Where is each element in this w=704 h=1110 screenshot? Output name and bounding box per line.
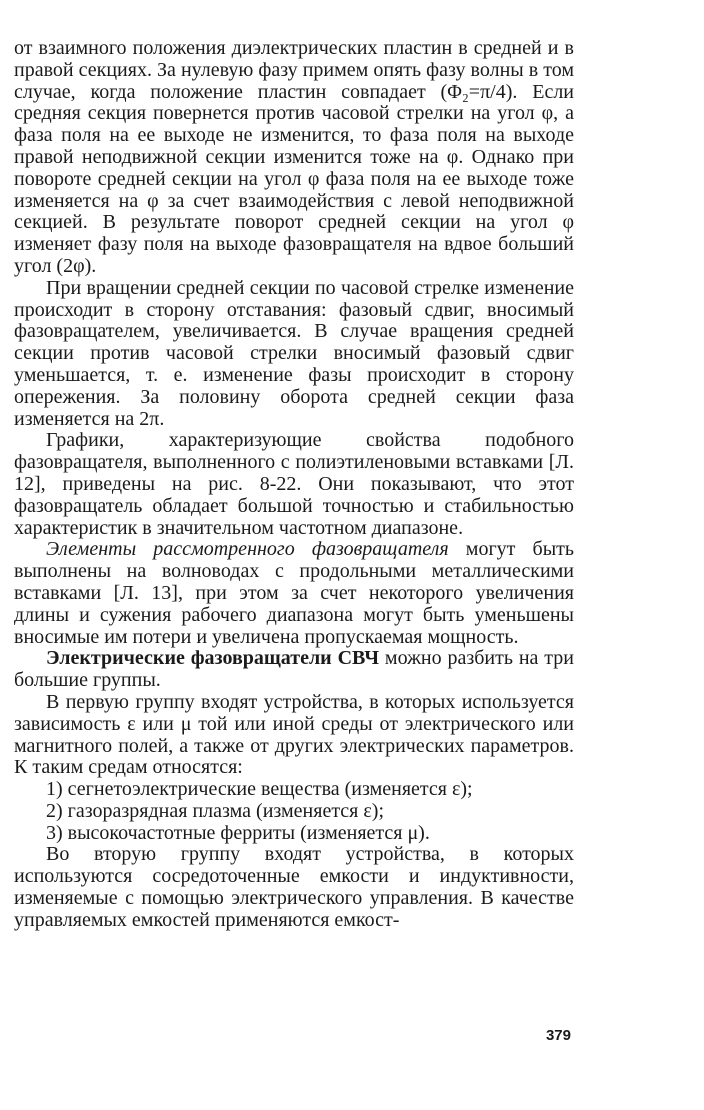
paragraph-2: При вращении средней секции по часовой стрелке изменение происходит в сторону отставания: фазовый сдвиг, вносимый фазовращателем, увеличивается. В случае вращения средней секции против часовой стрелки вносимый фазовый сдвиг уменьшается, т. е. изменение фазы происходит в сторону опережения. За половину оборота средней секции фаза изменяется на 2π. xyxy=(14,276,574,430)
paragraph-4 xyxy=(14,539,574,648)
paragraph-5 xyxy=(14,648,574,692)
paragraph-4-italic-lead: Элементы рассмотренного фазовращателя xyxy=(46,538,449,561)
list-item: 1) сегнетоэлектрические вещества (изменяется ε); xyxy=(46,778,473,801)
paragraph-1: от взаимного положения диэлектрических пластин в средней и в правой секциях. За нулевую фазу примем опять фазу волны в том случае, когда положение пластин совпадает (Φ₂=π/4). Если средняя секция повернется против часовой стрелки на угол φ, а фаза поля на ее выходе не изменится, то фаза поля на выходе правой неподвижной секции изменится тоже на φ. Однако при повороте средней секции на угол φ фаза поля на ее выходе тоже изменяется на φ за счет взаимодействия с левой неподвижной секцией. В результате поворот средней секции на угол φ изменяет фазу поля на выходе фазовращателя на вдвое больший угол (2φ). xyxy=(14,37,574,277)
paragraph-6: В первую группу входят устройства, в которых используется зависимость ε или μ той или иной среды от электрического или магнитного полей, а также от других электрических параметров. К таким средам относятся: xyxy=(14,690,574,779)
paragraph-7: Во вторую группу входят устройства, в которых используются сосредоточенные емкости и индуктивности, изменяемые с помощью электрического управления. В качестве управляемых емкостей применяются емкост- xyxy=(14,843,574,931)
page-body xyxy=(14,38,574,932)
list-item: 3) высокочастотные ферриты (изменяется μ). xyxy=(46,821,430,844)
list-item: 2) газоразрядная плазма (изменяется ε); xyxy=(46,799,384,822)
paragraph-5-text: можно разбить на три большие группы. xyxy=(14,647,574,692)
paragraph-3: Графики, характеризующие свойства подобного фазовращателя, выполненного с полиэтиленовыми вставками [Л. 12], приведены на рис. 8-22. Они показывают, что этот фазовращатель обладает большой точностью и стабильностью характеристик в значительном частотном диапазоне. xyxy=(14,429,574,539)
media-list xyxy=(14,779,574,844)
paragraph-4-text: могут быть выполнены на волноводах с продольными металлическими вставками [Л. 13], при этом за счет некоторого увеличения длины и сужения рабочего диапазона могут быть уменьшены вносимые им потери и увеличена пропускаемая мощность. xyxy=(14,538,574,648)
page-number: 379 xyxy=(545,1027,571,1044)
paragraph-5-bold-lead: Электрические фазовращатели СВЧ xyxy=(46,647,380,670)
